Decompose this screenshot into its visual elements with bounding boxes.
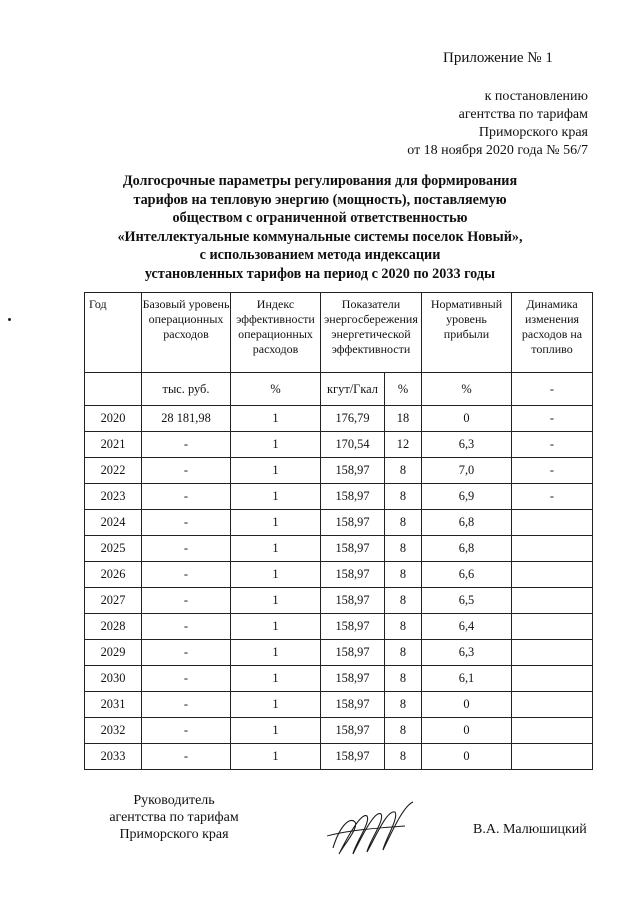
cell-year: 2022 [85,458,142,484]
cell-index: 1 [231,510,321,536]
cell-fuel [512,536,593,562]
cell-base: - [142,432,231,458]
table-row [85,458,593,484]
cell-base: - [142,692,231,718]
cell-year: 2029 [85,640,142,666]
signatory-position [94,792,254,843]
cell-energy-kgut: 158,97 [321,588,385,614]
table-row [85,432,593,458]
cell-fuel [512,588,593,614]
cell-year: 2020 [85,406,142,432]
cell-index: 1 [231,666,321,692]
cell-year: 2024 [85,510,142,536]
cell-fuel [512,640,593,666]
cell-energy-percent: 8 [385,484,422,510]
decree-line: от 18 ноября 2020 года № 56/7 [407,143,588,158]
title-line: «Интеллектуальные коммунальные системы поселок Новый», [117,228,523,245]
title-line: Долгосрочные параметры регулирования для формирования [122,173,518,189]
cell-profit: 6,4 [422,614,512,640]
cell-index: 1 [231,614,321,640]
cell-base: - [142,458,231,484]
cell-energy-percent: 8 [385,692,422,718]
cell-base: - [142,640,231,666]
table-row [85,406,593,432]
table-row [85,510,593,536]
unit-energy-percent: % [385,373,422,406]
cell-fuel [512,666,593,692]
unit-base: тыс. руб. [142,373,231,406]
table-row [85,536,593,562]
cell-profit: 7,0 [422,458,512,484]
table-row [85,666,593,692]
cell-fuel [512,718,593,744]
cell-energy-kgut: 158,97 [321,614,385,640]
table-row [85,640,593,666]
cell-energy-kgut: 158,97 [321,510,385,536]
cell-energy-kgut: 170,54 [321,432,385,458]
cell-profit: 6,1 [422,666,512,692]
cell-index: 1 [231,588,321,614]
unit-year [85,373,142,406]
cell-profit: 0 [422,692,512,718]
cell-base: - [142,666,231,692]
cell-base: - [142,614,231,640]
appendix-label: Приложение № 1 [443,50,553,66]
cell-year: 2025 [85,536,142,562]
unit-profit: % [422,373,512,406]
cell-year: 2021 [85,432,142,458]
cell-energy-percent: 8 [385,614,422,640]
cell-energy-kgut: 176,79 [321,406,385,432]
cell-profit: 6,3 [422,640,512,666]
cell-profit: 6,8 [422,536,512,562]
cell-energy-percent: 8 [385,562,422,588]
header-row [85,293,593,373]
cell-year: 2026 [85,562,142,588]
title-line: с использованием метода индексации [199,247,441,263]
title-line: установленных тарифов на период с 2020 по 2033 годы [144,265,496,282]
cell-profit: 0 [422,744,512,770]
cell-fuel: - [512,406,593,432]
cell-energy-percent: 18 [385,406,422,432]
header-year: Год [85,293,142,373]
cell-energy-percent: 8 [385,510,422,536]
cell-fuel [512,562,593,588]
cell-base: - [142,718,231,744]
cell-base: - [142,484,231,510]
position-line: агентства по тарифам [109,810,239,825]
cell-profit: 6,9 [422,484,512,510]
cell-index: 1 [231,640,321,666]
position-line: Приморского края [119,827,229,842]
cell-base: - [142,536,231,562]
cell-index: 1 [231,692,321,718]
cell-energy-percent: 8 [385,640,422,666]
cell-fuel [512,744,593,770]
cell-fuel [512,510,593,536]
decree-line: агентства по тарифам [458,107,588,122]
table-row [85,588,593,614]
table-row [85,484,593,510]
cell-year: 2027 [85,588,142,614]
table-row [85,718,593,744]
cell-profit: 0 [422,718,512,744]
cell-energy-kgut: 158,97 [321,744,385,770]
unit-energy-kgut: кгут/Гкал [321,373,385,406]
cell-year: 2031 [85,692,142,718]
cell-index: 1 [231,484,321,510]
decree-reference [328,88,588,160]
cell-energy-kgut: 158,97 [321,458,385,484]
cell-index: 1 [231,458,321,484]
header-fuel: Динамика изменения расходов на топливо [512,293,593,373]
cell-year: 2033 [85,744,142,770]
title-line: тарифов на тепловую энергию (мощность), поставляемую [133,191,507,208]
unit-fuel: - [512,373,593,406]
header-base: Базовый уровень операционных расходов [142,293,231,373]
document-title [90,172,550,283]
decree-line: Приморского края [478,125,588,140]
cell-year: 2030 [85,666,142,692]
cell-fuel: - [512,458,593,484]
cell-energy-kgut: 158,97 [321,536,385,562]
cell-energy-kgut: 158,97 [321,692,385,718]
cell-energy-percent: 8 [385,744,422,770]
cell-profit: 6,5 [422,588,512,614]
cell-base: 28 181,98 [142,406,231,432]
cell-index: 1 [231,432,321,458]
cell-energy-percent: 12 [385,432,422,458]
cell-profit: 0 [422,406,512,432]
cell-energy-percent: 8 [385,458,422,484]
cell-energy-percent: 8 [385,536,422,562]
position-line: Руководитель [133,793,215,808]
cell-energy-kgut: 158,97 [321,666,385,692]
decree-line: к постановлению [484,89,588,104]
cell-index: 1 [231,536,321,562]
cell-energy-kgut: 158,97 [321,484,385,510]
header-energy: Показатели энергосбережения энергетической эффективности [321,293,422,373]
cell-base: - [142,562,231,588]
title-line: обществом с ограниченной ответственностью [172,210,468,226]
cell-profit: 6,6 [422,562,512,588]
cell-fuel: - [512,432,593,458]
cell-year: 2023 [85,484,142,510]
table-row [85,562,593,588]
header-index: Индекс эффективности операционных расходов [231,293,321,373]
cell-index: 1 [231,562,321,588]
cell-energy-percent: 8 [385,718,422,744]
cell-energy-kgut: 158,97 [321,562,385,588]
cell-energy-percent: 8 [385,666,422,692]
unit-index: % [231,373,321,406]
table-row [85,614,593,640]
cell-profit: 6,3 [422,432,512,458]
scan-dot [8,318,11,321]
cell-base: - [142,510,231,536]
cell-index: 1 [231,718,321,744]
handwritten-signature [325,798,420,860]
cell-energy-kgut: 158,97 [321,718,385,744]
cell-energy-percent: 8 [385,588,422,614]
cell-energy-kgut: 158,97 [321,640,385,666]
cell-fuel [512,692,593,718]
cell-base: - [142,588,231,614]
cell-index: 1 [231,744,321,770]
header-profit: Нормативный уровень прибыли [422,293,512,373]
cell-year: 2032 [85,718,142,744]
cell-fuel [512,614,593,640]
table-row [85,744,593,770]
cell-base: - [142,744,231,770]
units-row [85,373,593,406]
cell-year: 2028 [85,614,142,640]
cell-fuel: - [512,484,593,510]
parameters-table [84,292,593,770]
cell-profit: 6,8 [422,510,512,536]
table-row [85,692,593,718]
signatory-name: В.А. Малюшицкий [473,822,587,837]
cell-index: 1 [231,406,321,432]
